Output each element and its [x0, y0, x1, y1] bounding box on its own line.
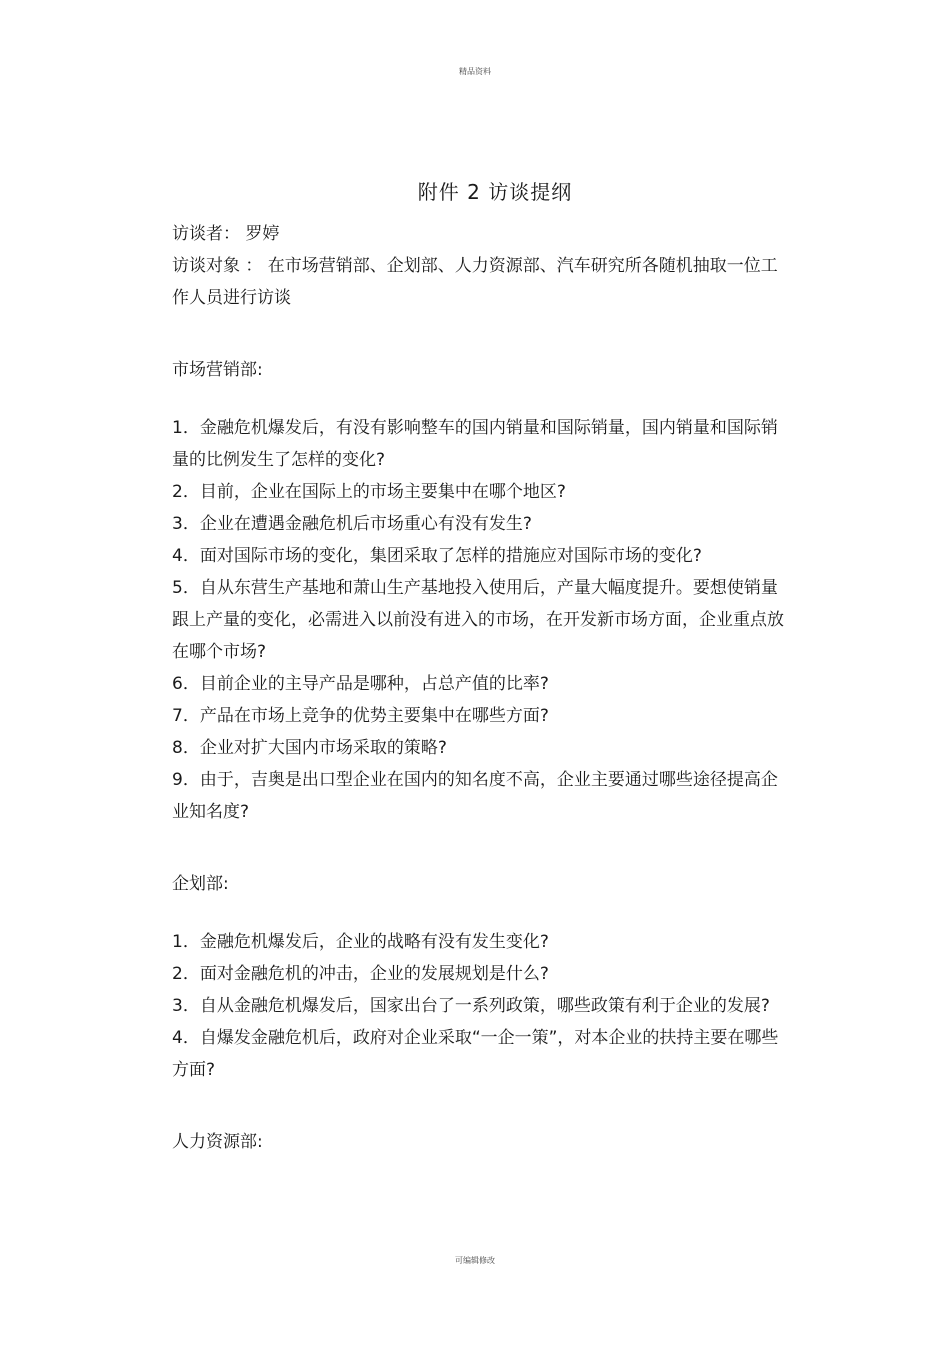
spacer — [172, 1086, 784, 1126]
marketing-question-1: 1．金融危机爆发后，有没有影响整车的国内销量和国际销量，国内销量和国际销量的比例发生了怎样的变化? — [172, 418, 778, 470]
marketing-question-8: 8．企业对扩大国内市场采取的策略? — [172, 738, 447, 758]
marketing-question-5: 5．自从东营生产基地和萧山生产基地投入使用后，产量大幅度提升。要想使销量跟上产量的变化，必需进入以前没有进入的市场，在开发新市场方面，企业重点放在哪个市场? — [172, 578, 784, 662]
spacer — [172, 900, 784, 926]
marketing-question-4: 4．面对国际市场的变化，集团采取了怎样的措施应对国际市场的变化? — [172, 546, 702, 566]
spacer — [172, 828, 784, 868]
page-footer-note: 可编辑修改 — [455, 1256, 495, 1265]
marketing-question-2: 2．目前，企业在国际上的市场主要集中在哪个地区? — [172, 482, 566, 502]
marketing-question-3: 3．企业在遭遇金融危机后市场重心有没有发生? — [172, 514, 532, 534]
section-heading-hr: 人力资源部: — [172, 1132, 263, 1152]
planning-question-4: 4．自爆发金融危机后，政府对企业采取“一企一策”，对本企业的扶持主要在哪些方面? — [172, 1028, 779, 1080]
spacer — [172, 314, 784, 354]
planning-question-2: 2．面对金融危机的冲击，企业的发展规划是什么? — [172, 964, 549, 984]
document-title: 附件 2 访谈提纲 — [417, 180, 573, 204]
page-header-note: 精品资料 — [459, 67, 491, 76]
subjects-line: 访谈对象 ： 在市场营销部、企划部、人力资源部、汽车研究所各随机抽取一位工作人员进行访谈 — [172, 256, 778, 308]
planning-question-1: 1．金融危机爆发后，企业的战略有没有发生变化? — [172, 932, 549, 952]
spacer — [172, 386, 784, 412]
marketing-question-9: 9．由于，吉奥是出口型企业在国内的知名度不高，企业主要通过哪些途径提高企业知名度? — [172, 770, 778, 822]
document-body — [172, 218, 784, 1158]
marketing-question-6: 6．目前企业的主导产品是哪种，占总产值的比率? — [172, 674, 549, 694]
section-heading-marketing: 市场营销部: — [172, 360, 263, 380]
marketing-question-7: 7．产品在市场上竞争的优势主要集中在哪些方面? — [172, 706, 549, 726]
planning-question-3: 3．自从金融危机爆发后，国家出台了一系列政策，哪些政策有利于企业的发展? — [172, 996, 770, 1016]
section-heading-planning: 企划部: — [172, 874, 229, 894]
interviewer-line: 访谈者： 罗婷 — [172, 224, 280, 244]
